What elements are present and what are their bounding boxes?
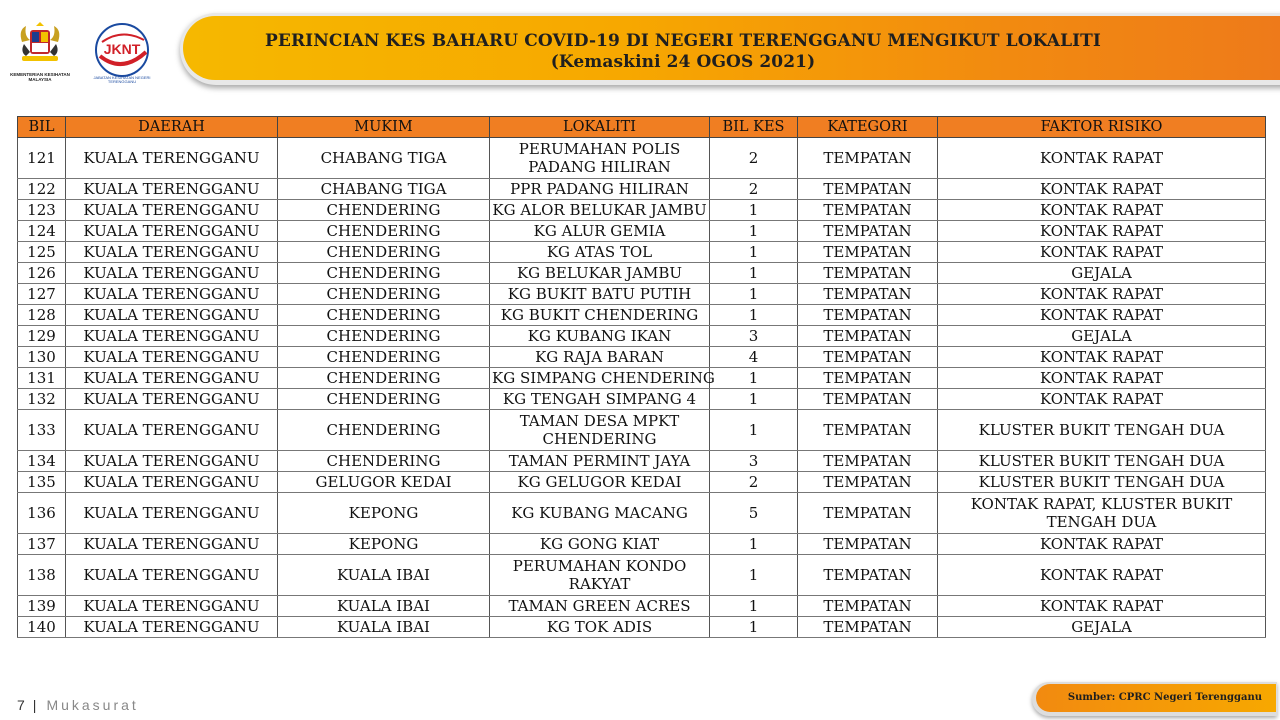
cell-faktor-risiko: KONTAK RAPAT (938, 305, 1266, 326)
cell-bil: 130 (18, 347, 66, 368)
cell-lokaliti: KG BUKIT BATU PUTIH (490, 284, 710, 305)
cell-bil: 129 (18, 326, 66, 347)
cell-bil: 135 (18, 472, 66, 493)
cell-daerah: KUALA TERENGGANU (66, 305, 278, 326)
cell-bil-kes: 1 (710, 389, 798, 410)
cell-mukim: CHENDERING (278, 221, 490, 242)
cell-kategori: TEMPATAN (798, 263, 938, 284)
cell-bil-kes: 2 (710, 138, 798, 179)
cell-lokaliti: KG TENGAH SIMPANG 4 (490, 389, 710, 410)
cell-mukim: CHENDERING (278, 389, 490, 410)
cell-lokaliti: KG BUKIT CHENDERING (490, 305, 710, 326)
cell-faktor-risiko: KONTAK RAPAT (938, 284, 1266, 305)
cell-bil: 124 (18, 221, 66, 242)
cell-lokaliti: KG SIMPANG CHENDERING (490, 368, 710, 389)
table-row (18, 596, 1266, 617)
cell-daerah: KUALA TERENGGANU (66, 242, 278, 263)
cell-faktor-risiko: KLUSTER BUKIT TENGAH DUA (938, 472, 1266, 493)
table-row (18, 138, 1266, 179)
cell-kategori: TEMPATAN (798, 326, 938, 347)
page-title (183, 31, 1183, 73)
page-word: Mukasurat (46, 697, 139, 713)
table-row (18, 305, 1266, 326)
cell-lokaliti: TAMAN GREEN ACRES (490, 596, 710, 617)
cell-kategori: TEMPATAN (798, 221, 938, 242)
cell-daerah: KUALA TERENGGANU (66, 138, 278, 179)
jknt-logo (86, 22, 158, 82)
table-row (18, 284, 1266, 305)
cell-daerah: KUALA TERENGGANU (66, 368, 278, 389)
cell-mukim: CHENDERING (278, 305, 490, 326)
cell-kategori: TEMPATAN (798, 138, 938, 179)
cell-mukim: GELUGOR KEDAI (278, 472, 490, 493)
cell-faktor-risiko: KONTAK RAPAT (938, 534, 1266, 555)
table-row (18, 534, 1266, 555)
page-separator: | (32, 697, 37, 713)
table-row (18, 451, 1266, 472)
table-row (18, 326, 1266, 347)
cell-bil-kes: 4 (710, 347, 798, 368)
cell-faktor-risiko: KONTAK RAPAT (938, 242, 1266, 263)
table-row (18, 200, 1266, 221)
cell-kategori: TEMPATAN (798, 472, 938, 493)
cell-faktor-risiko: KONTAK RAPAT, KLUSTER BUKIT TENGAH DUA (938, 493, 1266, 534)
cell-faktor-risiko: KONTAK RAPAT (938, 138, 1266, 179)
cell-lokaliti: KG GELUGOR KEDAI (490, 472, 710, 493)
cell-bil: 122 (18, 179, 66, 200)
cell-faktor-risiko: KONTAK RAPAT (938, 555, 1266, 596)
table-row (18, 410, 1266, 451)
header-lokaliti: LOKALITI (490, 117, 710, 138)
cell-faktor-risiko: GEJALA (938, 617, 1266, 638)
cell-bil: 123 (18, 200, 66, 221)
cell-mukim: KUALA IBAI (278, 617, 490, 638)
cell-mukim: CHENDERING (278, 410, 490, 451)
page-title-line1: PERINCIAN KES BAHARU COVID-19 DI NEGERI TERENGGANU MENGIKUT LOKALITI (265, 31, 1101, 51)
cell-faktor-risiko: KONTAK RAPAT (938, 200, 1266, 221)
cell-faktor-risiko: KONTAK RAPAT (938, 596, 1266, 617)
cell-bil-kes: 1 (710, 617, 798, 638)
cell-lokaliti: KG TOK ADIS (490, 617, 710, 638)
header-faktor-risiko: FAKTOR RISIKO (938, 117, 1266, 138)
table-row (18, 221, 1266, 242)
cell-bil-kes: 5 (710, 493, 798, 534)
page-title-line2: (Kemaskini 24 OGOS 2021) (550, 52, 816, 72)
cell-kategori: TEMPATAN (798, 242, 938, 263)
logo-area (10, 18, 170, 88)
cell-bil-kes: 1 (710, 221, 798, 242)
cell-bil-kes: 2 (710, 472, 798, 493)
cell-faktor-risiko: KLUSTER BUKIT TENGAH DUA (938, 410, 1266, 451)
cell-bil: 134 (18, 451, 66, 472)
cell-mukim: CHABANG TIGA (278, 138, 490, 179)
cell-faktor-risiko: GEJALA (938, 326, 1266, 347)
table-row (18, 179, 1266, 200)
cell-bil: 137 (18, 534, 66, 555)
cell-lokaliti: KG GONG KIAT (490, 534, 710, 555)
table-row (18, 472, 1266, 493)
cell-faktor-risiko: KONTAK RAPAT (938, 347, 1266, 368)
cell-bil: 126 (18, 263, 66, 284)
cell-faktor-risiko: GEJALA (938, 263, 1266, 284)
cell-mukim: CHENDERING (278, 284, 490, 305)
cell-kategori: TEMPATAN (798, 389, 938, 410)
cell-bil: 127 (18, 284, 66, 305)
cell-bil-kes: 1 (710, 200, 798, 221)
table-row (18, 389, 1266, 410)
cell-mukim: CHENDERING (278, 200, 490, 221)
cell-bil: 128 (18, 305, 66, 326)
cell-daerah: KUALA TERENGGANU (66, 326, 278, 347)
cell-daerah: KUALA TERENGGANU (66, 263, 278, 284)
header-mukim: MUKIM (278, 117, 490, 138)
cell-bil-kes: 1 (710, 555, 798, 596)
source-badge: Sumber: CPRC Negeri Terengganu (1036, 684, 1276, 712)
cell-daerah: KUALA TERENGGANU (66, 179, 278, 200)
cell-mukim: CHENDERING (278, 326, 490, 347)
cell-kategori: TEMPATAN (798, 368, 938, 389)
table-row (18, 263, 1266, 284)
cell-daerah: KUALA TERENGGANU (66, 284, 278, 305)
cell-kategori: TEMPATAN (798, 179, 938, 200)
cell-bil: 131 (18, 368, 66, 389)
cell-bil-kes: 1 (710, 410, 798, 451)
jknt-caption: JABATAN KESIHATAN NEGERI TERENGGANU (93, 75, 151, 84)
cell-daerah: KUALA TERENGGANU (66, 596, 278, 617)
table-row (18, 242, 1266, 263)
cell-lokaliti: KG BELUKAR JAMBU (490, 263, 710, 284)
cell-mukim: CHENDERING (278, 347, 490, 368)
cell-daerah: KUALA TERENGGANU (66, 451, 278, 472)
cell-bil-kes: 1 (710, 242, 798, 263)
cell-lokaliti: KG ALUR GEMIA (490, 221, 710, 242)
cell-faktor-risiko: KONTAK RAPAT (938, 221, 1266, 242)
cell-kategori: TEMPATAN (798, 534, 938, 555)
cell-daerah: KUALA TERENGGANU (66, 472, 278, 493)
ministry-caption: KEMENTERIAN KESIHATAN MALAYSIA (10, 72, 70, 82)
cell-mukim: CHENDERING (278, 451, 490, 472)
cell-daerah: KUALA TERENGGANU (66, 534, 278, 555)
page-footer (17, 697, 139, 713)
cell-bil-kes: 1 (710, 596, 798, 617)
cell-mukim: CHENDERING (278, 242, 490, 263)
cell-bil: 136 (18, 493, 66, 534)
cell-daerah: KUALA TERENGGANU (66, 389, 278, 410)
cell-bil-kes: 3 (710, 451, 798, 472)
coat-of-arms-logo (16, 22, 64, 68)
table-row (18, 347, 1266, 368)
cell-bil: 133 (18, 410, 66, 451)
cell-kategori: TEMPATAN (798, 493, 938, 534)
cell-kategori: TEMPATAN (798, 451, 938, 472)
cell-bil: 140 (18, 617, 66, 638)
cell-kategori: TEMPATAN (798, 305, 938, 326)
cases-table (17, 116, 1266, 638)
cell-lokaliti: PERUMAHAN POLIS PADANG HILIRAN (490, 138, 710, 179)
cell-kategori: TEMPATAN (798, 617, 938, 638)
cell-faktor-risiko: KONTAK RAPAT (938, 389, 1266, 410)
cell-mukim: CHENDERING (278, 368, 490, 389)
cell-bil-kes: 2 (710, 179, 798, 200)
table-row (18, 555, 1266, 596)
table-row (18, 368, 1266, 389)
table-row (18, 617, 1266, 638)
cell-bil: 132 (18, 389, 66, 410)
cell-kategori: TEMPATAN (798, 200, 938, 221)
cell-kategori: TEMPATAN (798, 347, 938, 368)
cell-faktor-risiko: KONTAK RAPAT (938, 368, 1266, 389)
cell-lokaliti: KG ATAS TOL (490, 242, 710, 263)
cell-bil: 121 (18, 138, 66, 179)
cell-lokaliti: KG KUBANG IKAN (490, 326, 710, 347)
cell-daerah: KUALA TERENGGANU (66, 221, 278, 242)
header-kategori: KATEGORI (798, 117, 938, 138)
cell-mukim: CHABANG TIGA (278, 179, 490, 200)
cell-bil-kes: 1 (710, 284, 798, 305)
table-row (18, 493, 1266, 534)
cell-lokaliti: PERUMAHAN KONDO RAKYAT (490, 555, 710, 596)
cell-faktor-risiko: KLUSTER BUKIT TENGAH DUA (938, 451, 1266, 472)
cell-mukim: KUALA IBAI (278, 555, 490, 596)
header-daerah: DAERAH (66, 117, 278, 138)
cell-kategori: TEMPATAN (798, 596, 938, 617)
header-bil: BIL (18, 117, 66, 138)
cell-kategori: TEMPATAN (798, 555, 938, 596)
cell-bil-kes: 1 (710, 305, 798, 326)
cell-faktor-risiko: KONTAK RAPAT (938, 179, 1266, 200)
cell-lokaliti: KG KUBANG MACANG (490, 493, 710, 534)
cell-mukim: KEPONG (278, 534, 490, 555)
table-header-row (18, 117, 1266, 138)
cell-daerah: KUALA TERENGGANU (66, 493, 278, 534)
cell-lokaliti: KG RAJA BARAN (490, 347, 710, 368)
cell-lokaliti: TAMAN PERMINT JAYA (490, 451, 710, 472)
cell-bil-kes: 1 (710, 368, 798, 389)
cell-kategori: TEMPATAN (798, 410, 938, 451)
cell-mukim: CHENDERING (278, 263, 490, 284)
header-bil-kes: BIL KES (710, 117, 798, 138)
jknt-logo-text: JKNT (103, 41, 141, 57)
cell-bil-kes: 3 (710, 326, 798, 347)
cell-daerah: KUALA TERENGGANU (66, 410, 278, 451)
cell-bil: 139 (18, 596, 66, 617)
cell-bil: 125 (18, 242, 66, 263)
cell-bil: 138 (18, 555, 66, 596)
cell-bil-kes: 1 (710, 534, 798, 555)
cell-daerah: KUALA TERENGGANU (66, 200, 278, 221)
cell-daerah: KUALA TERENGGANU (66, 347, 278, 368)
cell-lokaliti: KG ALOR BELUKAR JAMBU (490, 200, 710, 221)
cell-daerah: KUALA TERENGGANU (66, 555, 278, 596)
cell-mukim: KUALA IBAI (278, 596, 490, 617)
page-number: 7 (17, 697, 25, 713)
cell-lokaliti: TAMAN DESA MPKT CHENDERING (490, 410, 710, 451)
cell-bil-kes: 1 (710, 263, 798, 284)
cell-daerah: KUALA TERENGGANU (66, 617, 278, 638)
cell-lokaliti: PPR PADANG HILIRAN (490, 179, 710, 200)
cell-mukim: KEPONG (278, 493, 490, 534)
cell-kategori: TEMPATAN (798, 284, 938, 305)
